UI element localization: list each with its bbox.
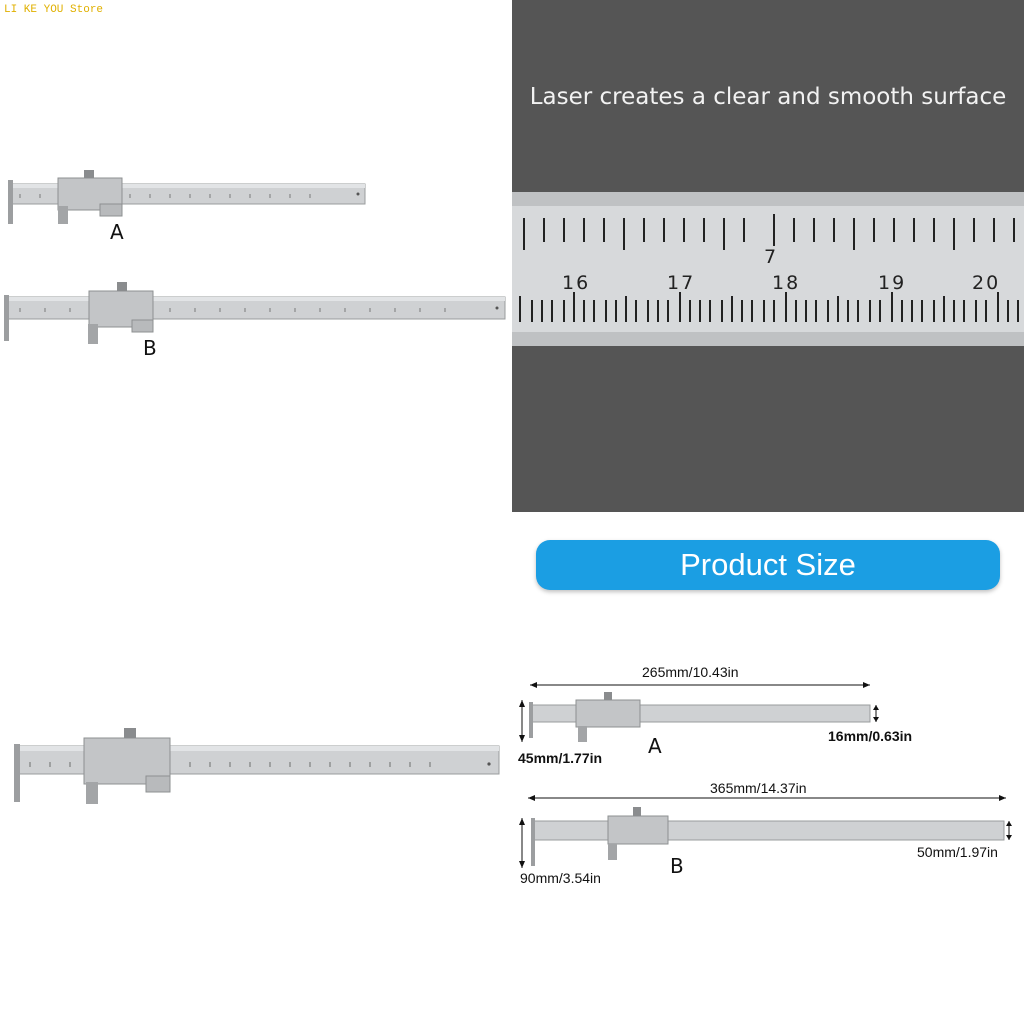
b-length-label: 365mm/14.37in	[710, 780, 807, 796]
ruler-a-image	[0, 160, 512, 380]
size-diagram-drawing	[512, 650, 1024, 900]
b-label: B	[670, 854, 684, 878]
laser-closeup-panel	[512, 0, 1024, 512]
scale-number-7: 7	[764, 246, 777, 268]
store-name: LI KE YOU Store	[4, 4, 104, 16]
scale-number-20: 20	[972, 272, 1001, 294]
ruler-b-label: B	[143, 336, 157, 360]
scale-number-18: 18	[772, 272, 801, 294]
a-length-label: 265mm/10.43in	[642, 664, 739, 680]
bottom-left-panel	[0, 720, 512, 820]
scale-number-17: 17	[667, 272, 696, 294]
laser-caption: Laser creates a clear and smooth surface	[529, 84, 1007, 110]
top-left-panel	[0, 160, 512, 380]
scale-number-16: 16	[562, 272, 591, 294]
scale-number-19: 19	[878, 272, 907, 294]
a-height-label: 45mm/1.77in	[518, 750, 603, 766]
large-ruler-image	[0, 720, 512, 820]
b-thickness-label: 50mm/1.97in	[917, 844, 998, 860]
a-label: A	[648, 734, 662, 758]
ruler-a-label: A	[110, 220, 124, 244]
product-size-banner: Product Size	[536, 540, 1000, 590]
b-height-label: 90mm/3.54in	[520, 870, 601, 886]
size-diagram	[512, 650, 1024, 900]
a-thickness-label: 16mm/0.63in	[828, 728, 913, 744]
